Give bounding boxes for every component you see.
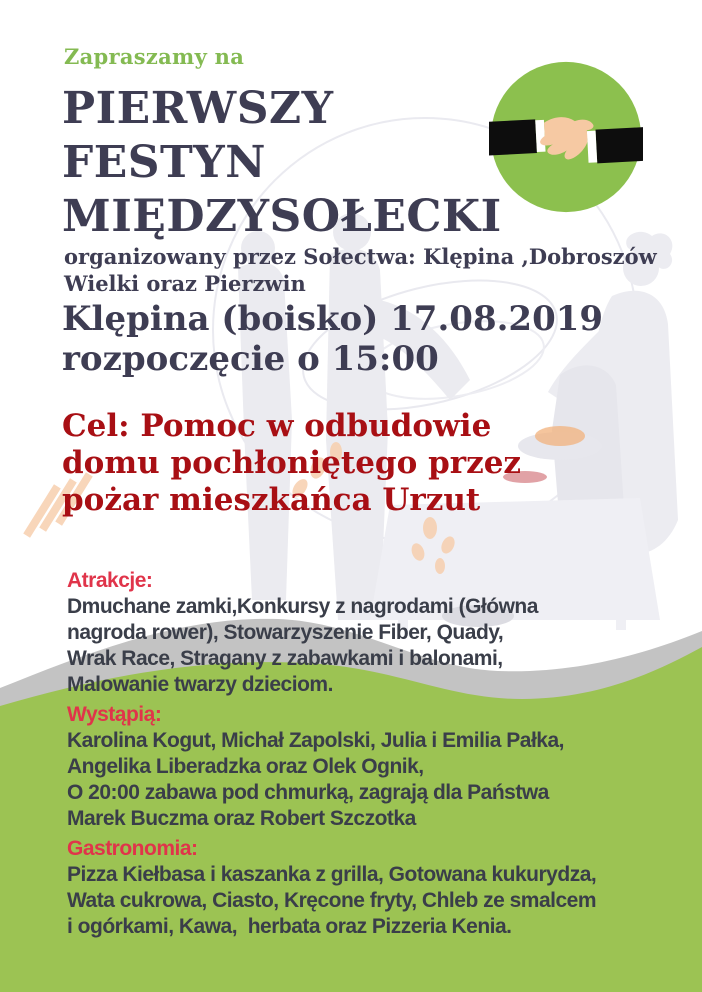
gastronomy-line: i ogórkami, Kawa, herbata oraz Pizzeria Kenia.	[67, 915, 512, 938]
gastronomy-line: Pizza Kiełbasa i kaszanka z grilla, Gotowana kukurydza,	[67, 863, 597, 886]
attractions-line: Malowanie twarzy dzieciom.	[67, 673, 333, 696]
title-line-3: MIĘDZYSOŁECKI	[62, 191, 502, 242]
eyebrow-text: Zapraszamy na	[64, 44, 245, 69]
event-line-2: rozpoczęcie o 15:00	[62, 339, 439, 379]
attractions-line: Wrak Race, Stragany z zabawkami i balonami,	[67, 647, 503, 670]
event-line-1: Klępina (boisko) 17.08.2019	[62, 299, 604, 339]
cause-line-2: domu pochłoniętego przez	[62, 445, 522, 481]
fundraising-cause	[62, 408, 622, 519]
program-details	[67, 568, 689, 940]
performers-line: O 20:00 zabawa pod chmurką, zagrają dla Państwa	[67, 781, 549, 804]
gastronomy-heading: Gastronomia:	[67, 837, 198, 860]
attractions-heading: Atrakcje:	[67, 569, 153, 592]
poster-title	[62, 82, 582, 244]
cause-line-1: Cel: Pomoc w odbudowie	[62, 408, 492, 444]
title-line-1: PIERWSZY	[62, 83, 334, 134]
event-place-date	[62, 299, 662, 379]
attractions-line: nagroda rower), Stowarzyszenie Fiber, Quady,	[67, 621, 504, 644]
title-line-2: FESTYN	[62, 137, 266, 188]
performers-line: Marek Buczma oraz Robert Szczotka	[67, 807, 416, 830]
attractions-line: Dmuchane zamki,Konkursy z nagrodami (Główna	[67, 595, 538, 618]
organizer-line-1: organizowany przez Sołectwa: Klępina ,Dobroszów	[64, 244, 657, 269]
organizer-text	[64, 243, 664, 297]
performers-heading: Wystąpią:	[67, 703, 162, 726]
cause-line-3: pożar mieszkańca Urzut	[62, 482, 481, 518]
organizer-line-2: Wielki oraz Pierzwin	[64, 271, 306, 296]
performers-line: Angelika Liberadzka oraz Olek Ognik,	[67, 755, 424, 778]
performers-line: Karolina Kogut, Michał Zapolski, Julia i Emilia Pałka,	[67, 729, 564, 752]
gastronomy-line: Wata cukrowa, Ciasto, Kręcone fryty, Chleb ze smalcem	[67, 889, 597, 912]
